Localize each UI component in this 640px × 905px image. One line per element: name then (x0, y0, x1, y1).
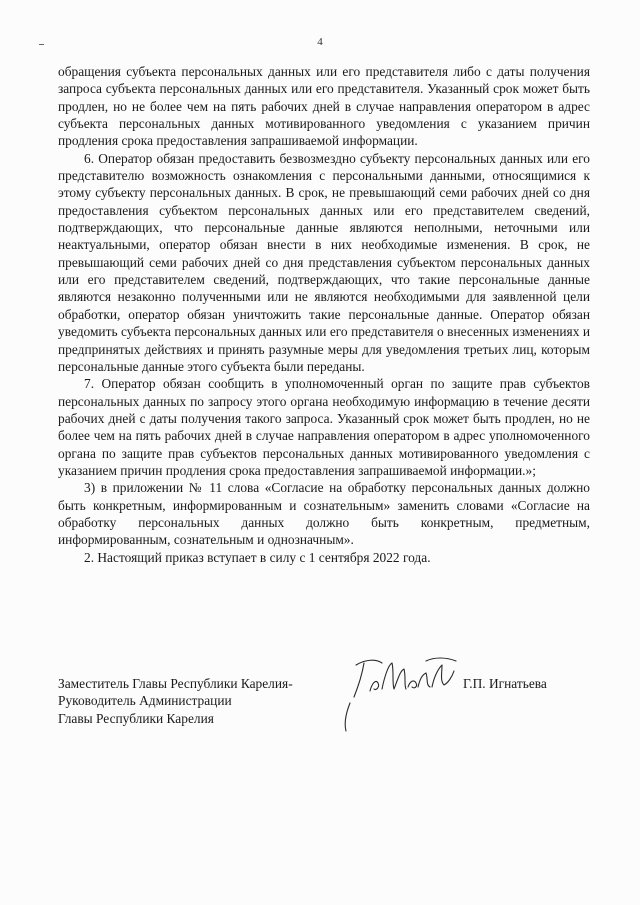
paragraph-subitem-3: 3) в приложении № 11 слова «Согласие на обработку персональных данных должно быть конкретным, информированным и сознательным» заменить словами «Согласие на обработку персональных данных должно быть конкретным, предметным, информированным, сознательным и однозначным». (58, 480, 590, 548)
handwritten-signature (336, 653, 476, 733)
paragraph-continuation: обращения субъекта персональных данных или его представителя либо с даты получения запроса субъекта персональных данных или его представителя. Указанный срок может быть продлен, но не более чем на пять рабочих дней в случае направления оператором в адрес субъекта персональных данных мотивированного уведомления с указанием причин продления срока предоставления запрашиваемой информации. (58, 64, 590, 149)
signature-block (58, 675, 590, 755)
signer-name: Г.П. Игнатьева (463, 676, 547, 691)
paragraph-item-7: 7. Оператор обязан сообщить в уполномоченный орган по защите прав субъектов персональных данных по запросу этого органа необходимую информацию в течение десяти рабочих дней с даты получения такого запроса. Указанный срок может быть продлен, но не более чем на пять рабочих дней в случае направления оператором в адрес уполномоченного органа по защите прав субъектов персональных данных мотивированного уведомления с указанием причин продления срока предоставления запрашиваемой информации.»; (58, 376, 590, 478)
paragraph-item-6: 6. Оператор обязан предоставить безвозмездно субъекту персональных данных или его представителю возможность ознакомления с персональными данными, относящимися к этому субъекту персональных данных. В срок, не превышающий семи рабочих дней со дня предоставления субъектом персональных данных или его представителем сведений, подтверждающих, что персональные данные являются неполными, неточными или неактуальными, оператор обязан внести в них необходимые изменения. В срок, не превышающий семи рабочих дней со дня представления субъектом персональных данных или его представителем сведений, подтверждающих, что такие персональные данные являются незаконно полученными или не являются необходимыми для заявленной цели обработки, оператор обязан уничтожить такие персональные данные. Оператор обязан уведомить субъекта персональных данных или его представителя о внесенных изменениях и предпринятых действиях и принять разумные меры для уведомления третьих лиц, которым персональные данные этого субъекта были переданы. (58, 150, 590, 374)
scan-mark (39, 44, 44, 45)
page-number: 4 (317, 36, 323, 48)
signer-title-line: Главы Республики Карелия (58, 710, 214, 726)
signer-title-line: Руководитель Администрации (58, 693, 232, 709)
document-body (58, 63, 590, 566)
signer-title-line: Заместитель Главы Республики Карелия- (58, 676, 293, 691)
paragraph-effective-date: 2. Настоящий приказ вступает в силу с 1 сентября 2022 года. (84, 549, 431, 565)
signer-title (58, 675, 293, 727)
